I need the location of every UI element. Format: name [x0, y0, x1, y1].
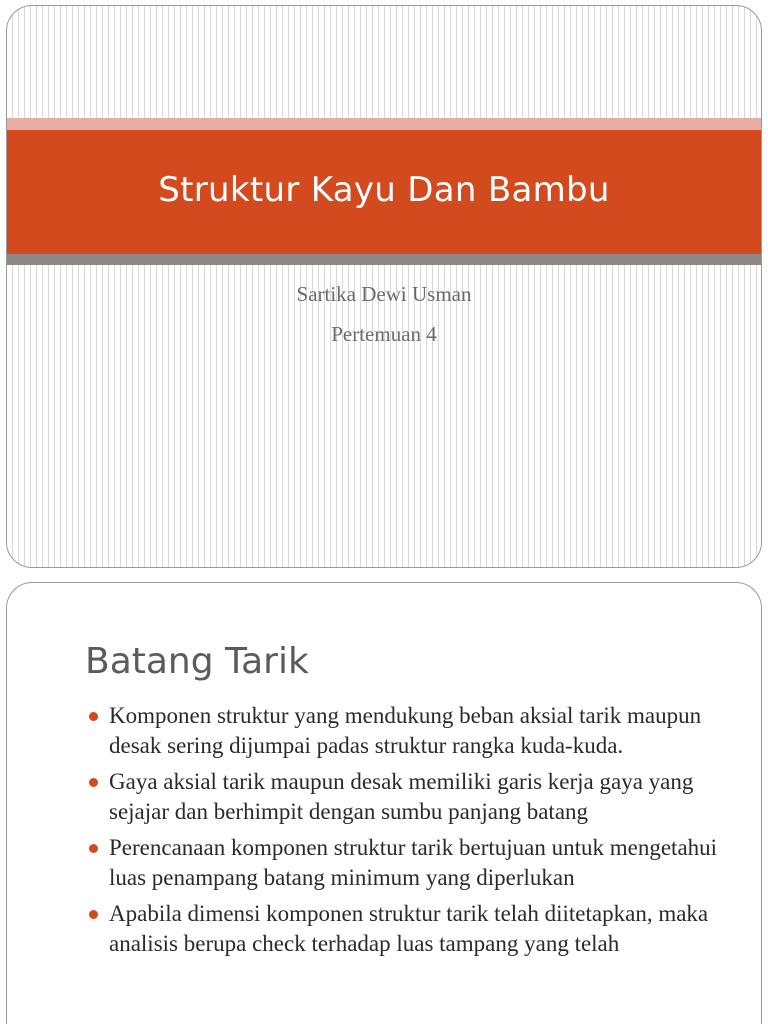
author-name: Sartika Dewi Usman — [296, 282, 472, 306]
bullet-icon — [89, 712, 98, 721]
bullet-list — [85, 701, 725, 965]
accent-band-top — [7, 118, 761, 130]
bullet-text: Perencanaan komponen struktur tarik bertujuan untuk mengetahui luas penampang batang minimum yang diperlukan — [109, 835, 718, 890]
session-label: Pertemuan 4 — [331, 322, 437, 346]
slide-title: Struktur Kayu Dan Bambu — [158, 170, 610, 210]
bullet-icon — [89, 778, 98, 787]
bullet-text: Komponen struktur yang mendukung beban aksial tarik maupun desak sering dijumpai padas struktur rangka kuda-kuda. — [109, 703, 702, 758]
list-item — [85, 899, 725, 959]
list-item — [85, 701, 725, 761]
title-band — [7, 130, 761, 254]
list-item — [85, 833, 725, 893]
title-slide — [6, 5, 762, 568]
slide-heading: Batang Tarik — [85, 641, 309, 682]
accent-band-bottom — [7, 254, 761, 265]
bullet-text: Gaya aksial tarik maupun desak memiliki garis kerja gaya yang sejajar dan berhimpit dengan sumbu panjang batang — [109, 769, 694, 824]
bullet-icon — [89, 910, 98, 919]
bullet-icon — [89, 844, 98, 853]
list-item — [85, 767, 725, 827]
content-slide — [6, 582, 762, 1024]
bullet-text: Apabila dimensi komponen struktur tarik telah diitetapkan, maka analisis berupa check terhadap luas tampang yang telah — [109, 901, 709, 956]
